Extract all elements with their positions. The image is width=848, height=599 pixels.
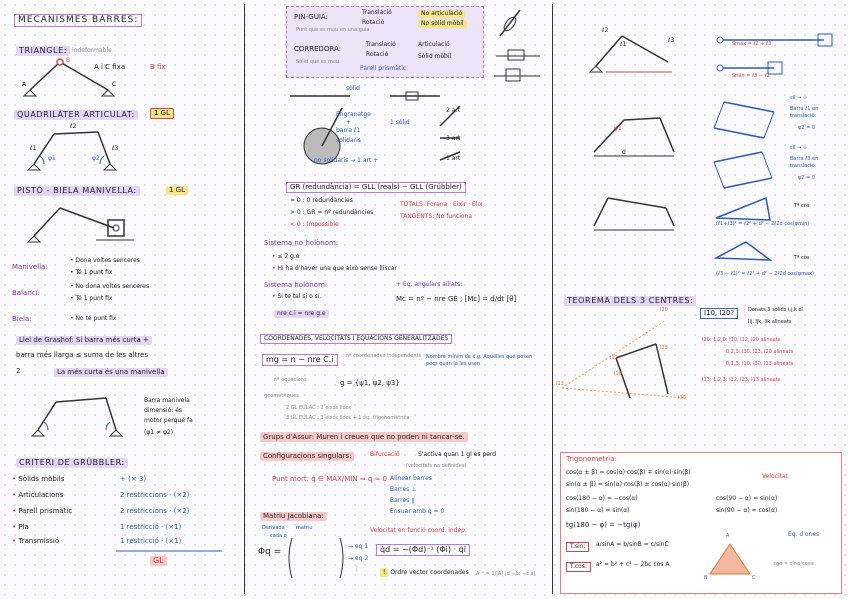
trig-eq: Eq. d'ones [788,531,820,538]
grubbler-row-value: 2 restriccions · (×2) [120,491,190,499]
jac-phi: Φq = [258,547,282,557]
barra-note-l2: dimensió: és [144,407,183,414]
config-title: Configuracions singulars: [260,452,354,461]
centres-r2: 0,2,3: I30, I23, I20 alineats [726,349,794,355]
centre-label: I23 [660,345,668,351]
grubbler-row-value: 1 restricció · (×1) [120,537,182,545]
coord-nested: nº equacions [274,377,307,383]
centres-d2: Iij, Ijk, Iik alineats [748,319,792,325]
vel-eq: q̇d = −(Φd)⁻¹ (Φi) · q̇i [376,544,470,556]
manivella-l1: • Dona voltes senceres [70,257,140,264]
trig-sinlaw: a/sinA = b/sinB = c/sinC [596,541,669,548]
cos-triangles [706,188,786,268]
barra-note-l3: motor perquè fa [144,417,193,424]
mid-c3: φ2 = 0 [798,125,816,131]
jac-l2: matriu [296,525,313,531]
holo-c2: • Hi ha d'haver una que això sense lliscar [272,265,398,272]
gr-r1: = 0 : 0 redundàncies [290,197,353,204]
centres-i0: I10, I20? [700,308,738,319]
holo-c1: • ≤ 2 g.e [272,253,300,260]
centre-label: I13 [556,381,564,387]
jac-l3: cada q [270,533,287,539]
quad-l3: ℓ3 [112,145,119,152]
svg-text:C: C [112,81,117,88]
centres-diagram [556,308,696,408]
mid-c2: Barra ℓ1 en translació: [790,106,819,119]
grubbler-label: CRITERI DE GRÜBBLER: [16,458,128,468]
quad-l1: ℓ1 [30,145,37,152]
grashof-l3: 2 [16,367,21,375]
corredora-rb: Sòlid mòbil [418,53,452,60]
grubbler-row-name: • Transmissió [12,537,60,545]
trig-r4: sin(180 − α) = sin(α) [566,507,630,514]
centres-r4: I13: 1,2,3: I12, I23, I13 alineats [702,377,781,383]
svg-text:B: B [66,57,71,64]
art-3: 3 art [446,135,461,142]
grubbler-row-name: • Parell prismàtic [12,507,73,515]
grubbler-row-name: • Sòlids mòbils [12,475,65,483]
centres-r3: 0,1,3: I10, I30, I13 alineats [726,361,794,367]
barra-note-l4: (φ1 ≠ φ2) [144,429,174,436]
gr-title: GR (redundància) = GLL (reals) − GLL (Grübbler) [286,182,466,193]
eng-foot: no solidaris → 1 art + [314,157,379,164]
config-desc: S'activa quan 1 gl es perd [418,451,497,458]
balanci-l1: • No dona voltes senceres [70,283,150,290]
grubbler-row-value: 2 restriccions · (×2) [120,507,190,515]
balanci-label: Balancí: [12,289,40,297]
piston-diagram [26,200,136,246]
holo-title: Sistema no holònom: [264,239,339,247]
page-title: MECANISMES BARRES: [14,14,142,27]
biela-label: Biela: [12,315,32,323]
trig-r2: sin(α ± β) = sin(α)·cos(β) ± cos(α)·sin(β) [566,481,690,488]
pinguia-a: Translació [362,9,392,16]
quadrilater-label: QUADRILÀTER ARTICULAT: [14,110,138,120]
eng-l2: + [346,119,352,126]
holo-c3: • Si te tal si o sí. [272,293,322,300]
vel-title: Velocitat en funció coord. indep. [370,527,467,534]
jac-e1: → eq 1 [348,543,369,550]
punt-mort-b: Barres ⊥ [390,486,417,493]
gr-r2: > 0 : GR = nº redundàncies [290,209,374,216]
trig-coslaw: a² = b² + c² − 2bc cos A [596,561,670,568]
jac-e2: → eq 2 [348,555,369,562]
trig-tg: tgα = sinα/cosα [774,561,814,567]
balanci-l2: • Té 1 punt fix [70,295,113,302]
pinguia-b: Rotació [362,19,385,26]
assur: Grups d'Assur: Muren i creuen que no poden ni tancar-se. [260,434,468,441]
jacobiana-title: Matriu Jacobiana: [260,512,327,521]
trig-A: A [726,533,730,539]
column-1 [0,0,240,599]
svg-text:A: A [22,81,27,88]
eng-l4: solidaris [336,137,361,144]
smin: Smin = ℓ3 − ℓ2 [732,73,770,79]
jacobian-brackets [286,536,346,580]
quadrilater-gl: 1 GL [150,108,174,119]
grubbler-row-name: • Articulacions [12,491,64,499]
eng-l1: Engranatge [336,111,371,118]
grashof-l2: barra més llarga ≤ suma de les altres [16,351,149,359]
grubbler-row-name: • Pla [12,523,29,531]
eng-l3: barra ℓ1 [336,127,361,134]
centre-label: I10 [614,371,622,377]
corredora-title: CORREDORA: [294,45,342,53]
mid-c1: cil → ∞ [790,95,808,101]
corredora-extra: Parell prismàtic [360,65,407,72]
biela-l1: • No té punt fix [70,315,117,322]
coord-note2: Nombre mínim de c.g. Aquelles que posen pocs quan la les usen [426,354,533,367]
grashof-l1: Llei de Grashof: Si barra més curta + [16,336,152,345]
jac-l1: Derivada [262,525,285,531]
cos-eq1: (ℓ1+ℓ3)² = ℓ2² + d² − 2ℓ2d cos(φmin) [716,221,810,227]
quadrilater-diagram [26,124,126,172]
pinguia-rb: No sòlid mòbil [418,20,467,28]
mg-formula: mg = n − nre C.i [262,354,338,366]
triangle-note: indeformable [72,47,112,54]
grubbler-row-value: 1 restricció · (×1) [120,523,182,531]
cos-eq2: (ℓ3 − ℓ1)² = ℓ2² + d² − 2ℓ2d cos(φmax) [716,271,814,277]
trig-tsin-label: T.sin: [566,542,589,552]
translation-diagrams [704,92,784,202]
centre-label: I30 [678,395,686,401]
punt-mort-a: Alinear barres [390,475,432,482]
grubbler-row-value: + (× 3) [120,475,147,483]
slider-icons [490,6,546,82]
column-divider-2 [552,4,553,594]
cos-mechanism [584,190,684,236]
triangle-diagram [20,56,120,96]
punt-mort-c: Barres ∥ [390,497,415,504]
top-l1: ℓ1 [620,41,627,48]
piston-gl: 1 GL [166,186,188,195]
trig-tcos-label: T.cos: [566,562,591,572]
corredora-b: Rotació [366,51,389,58]
cos-t2: Tª cos [794,255,810,261]
coord-title: COORDENADES, VELOCITATS I EQUACIONS GENERALITZADES [260,334,452,344]
mid-c5: Barra ℓ3 en translació: [790,156,819,169]
art-1: 1 art [446,155,461,162]
barra-note-l1: Barra manivela [144,397,190,404]
config-bif: Bifurcació [370,451,400,458]
trig-C: C [752,575,756,581]
trig-r1: cos(α ± β) = cos(α)·cos(β) ∓ sin(α)·sin(β) [566,469,691,476]
column-3 [556,0,848,599]
art-2: 2 art [446,107,461,114]
top-l2: ℓ2 [602,27,609,34]
config-note: (velocitats no definides) [406,463,467,469]
vel-inv: A⁻¹ = 1/|A| (d −b; −c a) [476,571,536,577]
triangle-rule: A i C fixa [94,63,126,71]
manivella-label: Manivella: [12,263,48,271]
quad-l2: ℓ2 [70,123,77,130]
mid-mechanism [584,108,684,164]
triangle-result: B fix [150,63,166,71]
eng-l5: 1 sòlid [390,119,410,126]
centres-title: TEOREMA DELS 3 CENTRES: [564,296,696,306]
top-l3: ℓ3 [668,37,675,44]
mc-formula: Mc = nº − nre GE ; [Mc] = d/dt [θ] [396,295,517,303]
quad-phi2: φ2 [92,155,100,162]
trig-B: B [704,575,708,581]
coord-gl1: 2 GL EULAC : 2 eixos llocs [286,405,351,411]
trig-r6: sin(90 − α) = cos(α) [716,507,778,514]
quad-phi1: φ1 [48,155,56,162]
punt-mort: Punt mort: q̇ ∈ MAX/MIN ⇒ q̇ ≈ 0 [272,475,388,483]
jac-dots: ⋮ [354,565,360,572]
trig-vel: Velocitat [762,473,789,480]
corredora-ra: Articulació [418,41,450,48]
cos-t1: Tª cos [794,203,810,209]
corredora-a: Translació [366,41,396,48]
gr-side1: TOTALS: Forana · Eixir · Elix [400,201,483,208]
manivella-l2: • Té 1 punt fix [70,269,113,276]
trig-r5: cos(90 − α) = sin(α) [716,495,778,502]
piston-label: PISTÓ - BIELA MANIVELLA: [14,186,140,196]
holo2-title: Sistema holònom: [264,281,328,289]
triangle-label: TRIANGLE: [16,46,70,56]
punt-mort-d: Ensuar amb q̇ = 0 [390,508,445,515]
centres-r1: I20: 1,2,0: I10, I12, I20 alineats [702,337,781,343]
centres-d1: Donats 3 sòlids i,j,k el [748,307,803,313]
centre-label: I12 [610,355,618,361]
coord-note1: nº coordenades independents [346,353,422,359]
column-divider-1 [244,4,245,594]
pinguia-ra: No articulació [418,10,465,18]
solid-label: sòlid [346,85,360,92]
mid-d: d [622,149,626,156]
pinguia-sub: Punt que es mou en una guia [296,27,370,33]
trig-triangle [706,540,756,580]
mid-phi: φ1 [614,125,622,132]
gr-r3: < 0 : Impossible [290,221,339,228]
smax: Smax = ℓ2 + ℓ3 [732,41,772,47]
grashof-l4: La més curta és una manivella [54,368,168,377]
gr-side2: TANGENTS: No funciona [400,213,473,220]
grashof-diagram [30,390,130,438]
trig-r7: tg(180 − φ) = −tg(φ) [566,521,641,529]
eq-angulars: + Eq. angulars aïllats: [396,281,463,288]
vel-foot: ! Ordre vector coordenades [380,570,469,576]
top-variants [714,20,844,80]
mid-c6: φ2 = 0 [798,175,816,181]
trig-title: Trigonometria: [566,455,617,463]
coord-gl2: 3 GL EULAC : 3 eixos llocs + 1 eq. trigonomètrica [286,415,410,421]
centre-label: I20 [660,307,668,313]
trig-r3: cos(180 − α) = −cos(α) [566,495,638,502]
holo-c4: nre c.i = nre g.e [274,310,329,318]
corredora-sub: Sòlid que es mou [296,59,340,65]
grubbler-result: GL [150,556,167,566]
column-2 [250,0,550,599]
grubbler-sum-line [116,550,226,554]
coord-g: g = {ψ1, ψ2, ψ3} [340,379,400,387]
pinguia-title: PIN-GUIA: [294,13,328,21]
coord-geo: geometriques [264,393,299,399]
mid-c4: cil → ∞ [790,145,808,151]
